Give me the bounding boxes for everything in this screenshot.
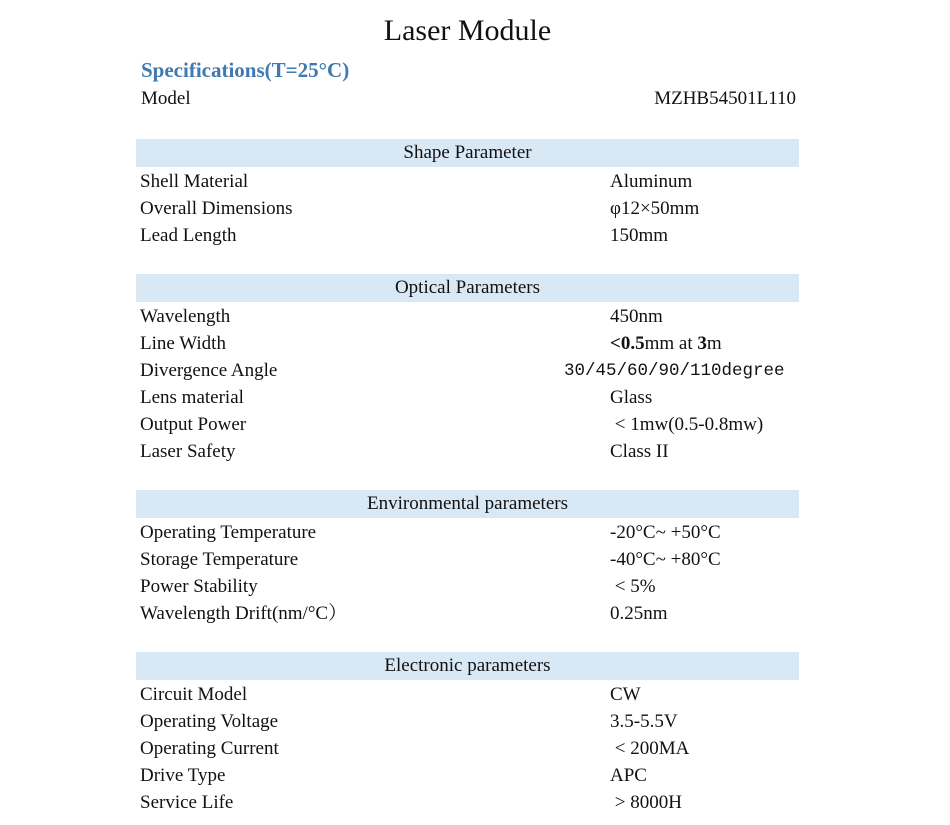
spec-value: APC — [610, 765, 647, 786]
spec-label: Line Width — [140, 333, 226, 354]
section-header: Shape Parameter — [136, 139, 799, 167]
spec-label: Circuit Model — [140, 684, 248, 705]
spec-value: φ12×50mm — [610, 198, 700, 219]
spec-label: Laser Safety — [140, 441, 236, 462]
model-value: MZHB54501L110 — [654, 88, 796, 109]
section-optical-parameters — [136, 274, 799, 465]
spec-value: 0.25nm — [610, 603, 668, 624]
spec-label: Overall Dimensions — [140, 198, 293, 219]
spec-value: 150mm — [610, 225, 669, 246]
spec-row — [136, 519, 799, 546]
spec-label: Operating Current — [140, 738, 279, 759]
spec-value: < 200MA — [610, 738, 690, 759]
model-label: Model — [141, 88, 191, 109]
line-width-distance-unit: m — [706, 333, 722, 354]
spec-value: -20°C~ +50°C — [610, 522, 721, 543]
spec-value: 450nm — [610, 306, 663, 327]
spec-value: < 1mw(0.5-0.8mw) — [610, 414, 764, 435]
spec-label: Shell Material — [140, 171, 249, 192]
spec-row — [136, 168, 799, 195]
spec-label: Lens material — [140, 387, 244, 408]
spec-value: Class II — [610, 441, 669, 462]
spec-value: Aluminum — [610, 171, 693, 192]
spec-row — [136, 708, 799, 735]
spec-row — [136, 357, 799, 384]
spec-value: > 8000H — [610, 792, 682, 813]
spec-label: Drive Type — [140, 765, 226, 786]
spec-value: Glass — [610, 387, 653, 408]
model-row — [141, 86, 796, 112]
spec-value: -40°C~ +80°C — [610, 549, 721, 570]
spec-row — [136, 546, 799, 573]
spec-row — [136, 222, 799, 249]
spec-row — [136, 600, 799, 627]
specifications-heading: Specifications(T=25°C) — [141, 58, 350, 82]
line-width-limit: <0.5 — [610, 333, 645, 354]
spec-value: 3.5-5.5V — [610, 711, 678, 732]
spec-label: Wavelength — [140, 306, 231, 327]
section-header: Environmental parameters — [136, 490, 799, 518]
line-width-unit: mm at — [644, 333, 698, 354]
spec-row — [136, 411, 799, 438]
page-title: Laser Module — [383, 14, 552, 47]
spec-value — [610, 330, 722, 357]
spec-label: Operating Temperature — [140, 522, 317, 543]
spec-label: Operating Voltage — [140, 711, 279, 732]
section-shape-parameter — [136, 139, 799, 249]
line-width-distance: 3 — [697, 333, 707, 354]
section-header: Optical Parameters — [136, 274, 799, 302]
spec-label: Power Stability — [140, 576, 258, 597]
spec-label: Storage Temperature — [140, 549, 299, 570]
spec-label: Wavelength Drift(nm/°C） — [140, 603, 348, 624]
spec-row — [136, 330, 799, 357]
spec-row — [136, 735, 799, 762]
spec-row — [136, 789, 799, 816]
spec-value: < 5% — [610, 576, 656, 597]
spec-label: Divergence Angle — [140, 360, 278, 381]
spec-row — [136, 303, 799, 330]
spec-value: CW — [610, 684, 641, 705]
spec-row — [136, 573, 799, 600]
spec-label: Lead Length — [140, 225, 237, 246]
section-header: Electronic parameters — [136, 652, 799, 680]
spec-row — [136, 384, 799, 411]
spec-value: 30/45/60/90/110degree — [564, 361, 785, 381]
section-environmental-parameters — [136, 490, 799, 627]
spec-label: Service Life — [140, 792, 234, 813]
spec-label: Output Power — [140, 414, 247, 435]
spec-row — [136, 438, 799, 465]
section-electronic-parameters — [136, 652, 799, 816]
spec-row — [136, 681, 799, 708]
spec-row — [136, 762, 799, 789]
spec-row — [136, 195, 799, 222]
